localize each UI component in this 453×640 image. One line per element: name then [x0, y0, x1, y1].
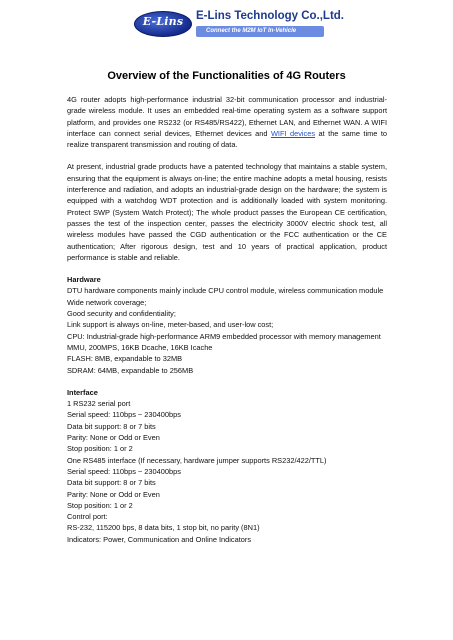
- company-logo: [134, 9, 345, 39]
- intro-text-before-link: 4G router adopts high-performance industrial 32-bit communication processor and industrial-grade wireless module. It uses an embedded real-time operating system as a software support platform, and provides one RS232 (or RS485/RS422), Ethernet LAN, and Ethernet WAN. A WIFI interface can connect serial devices, Ethernet devices and: [67, 95, 387, 138]
- document-body: [67, 94, 387, 556]
- hardware-line: DTU hardware components mainly include CPU control module, wireless communication module: [67, 286, 384, 296]
- interface-line: Stop position: 1 or 2: [67, 500, 133, 510]
- hardware-line: Good security and confidentiality;: [67, 309, 176, 319]
- page-title: Overview of the Functionalities of 4G Routers: [107, 70, 346, 82]
- logo-tagline-bar: [196, 26, 324, 37]
- hardware-line: Link support is always on-line, meter-based, and user-low cost;: [67, 320, 274, 330]
- hardware-section: [67, 274, 387, 376]
- interface-line: Parity: None or Odd or Even: [67, 489, 160, 499]
- interface-line: Parity: None or Odd or Even: [67, 433, 160, 443]
- interface-line: Indicators: Power, Communication and Online Indicators: [67, 534, 252, 544]
- intro-text-after-link: at the same time to realize transparent transmission and routing of data.: [67, 128, 387, 150]
- interface-line: 1 RS232 serial port: [67, 399, 131, 409]
- interface-line: RS-232, 115200 bps, 8 data bits, 1 stop bit, no parity (8N1): [67, 523, 260, 533]
- interface-line: Stop position: 1 or 2: [67, 444, 133, 454]
- interface-line: Data bit support: 8 or 7 bits: [67, 478, 156, 488]
- interface-heading: Interface: [67, 387, 98, 397]
- interface-line: One RS485 interface (If necessary, hardware jumper supports RS232/422/TTL): [67, 455, 327, 465]
- logo-tagline: Connect the M2M IoT In-Vehicle: [206, 28, 297, 34]
- hardware-line: Wide network coverage;: [67, 297, 147, 307]
- hardware-line: SDRAM: 64MB, expandable to 256MB: [67, 365, 194, 375]
- logo-mark-text: E-Lins: [142, 15, 184, 28]
- interface-line: Serial speed: 110bps ~ 230400bps: [67, 466, 181, 476]
- interface-line: Control port:: [67, 512, 108, 522]
- interface-line: Data bit support: 8 or 7 bits: [67, 421, 156, 431]
- hardware-line: CPU: Industrial-grade high-performance ARM9 embedded processor with memory management MMU, 200MPS, 16KB Dcache, 16KB Icache: [67, 331, 381, 352]
- intro-paragraph-1: [67, 94, 387, 150]
- interface-section: [67, 387, 387, 545]
- wifi-devices-link[interactable]: WIFI devices: [270, 128, 316, 138]
- company-name: E-Lins Technology Co.,Ltd.: [196, 10, 345, 22]
- hardware-line: FLASH: 8MB, expandable to 32MB: [67, 354, 183, 364]
- interface-line: Serial speed: 110bps ~ 230400bps: [67, 410, 181, 420]
- hardware-heading: Hardware: [67, 275, 101, 285]
- intro-paragraph-2: At present, industrial grade products have a patented technology that maintains a stable system, ensuring that the equipment is always on-line; the entire machine adopts a metal housing, resists interference and radiation, and adopts an industrial-grade design on the hardware; the system is equipped with a watchdog WDT protection and is additionally loaded with system monitoring. Protect SWP (System Watch Protect); The whole product passes the European CE certification, passes the test of the inspection center, passes the electricity 3000V electric shock test, all wireless modules have passed the CGD authentication or the FCC authentication or the CE authentication; After rigorous design, test and 10 years of practical application, product performance is stable and reliable.: [67, 162, 387, 262]
